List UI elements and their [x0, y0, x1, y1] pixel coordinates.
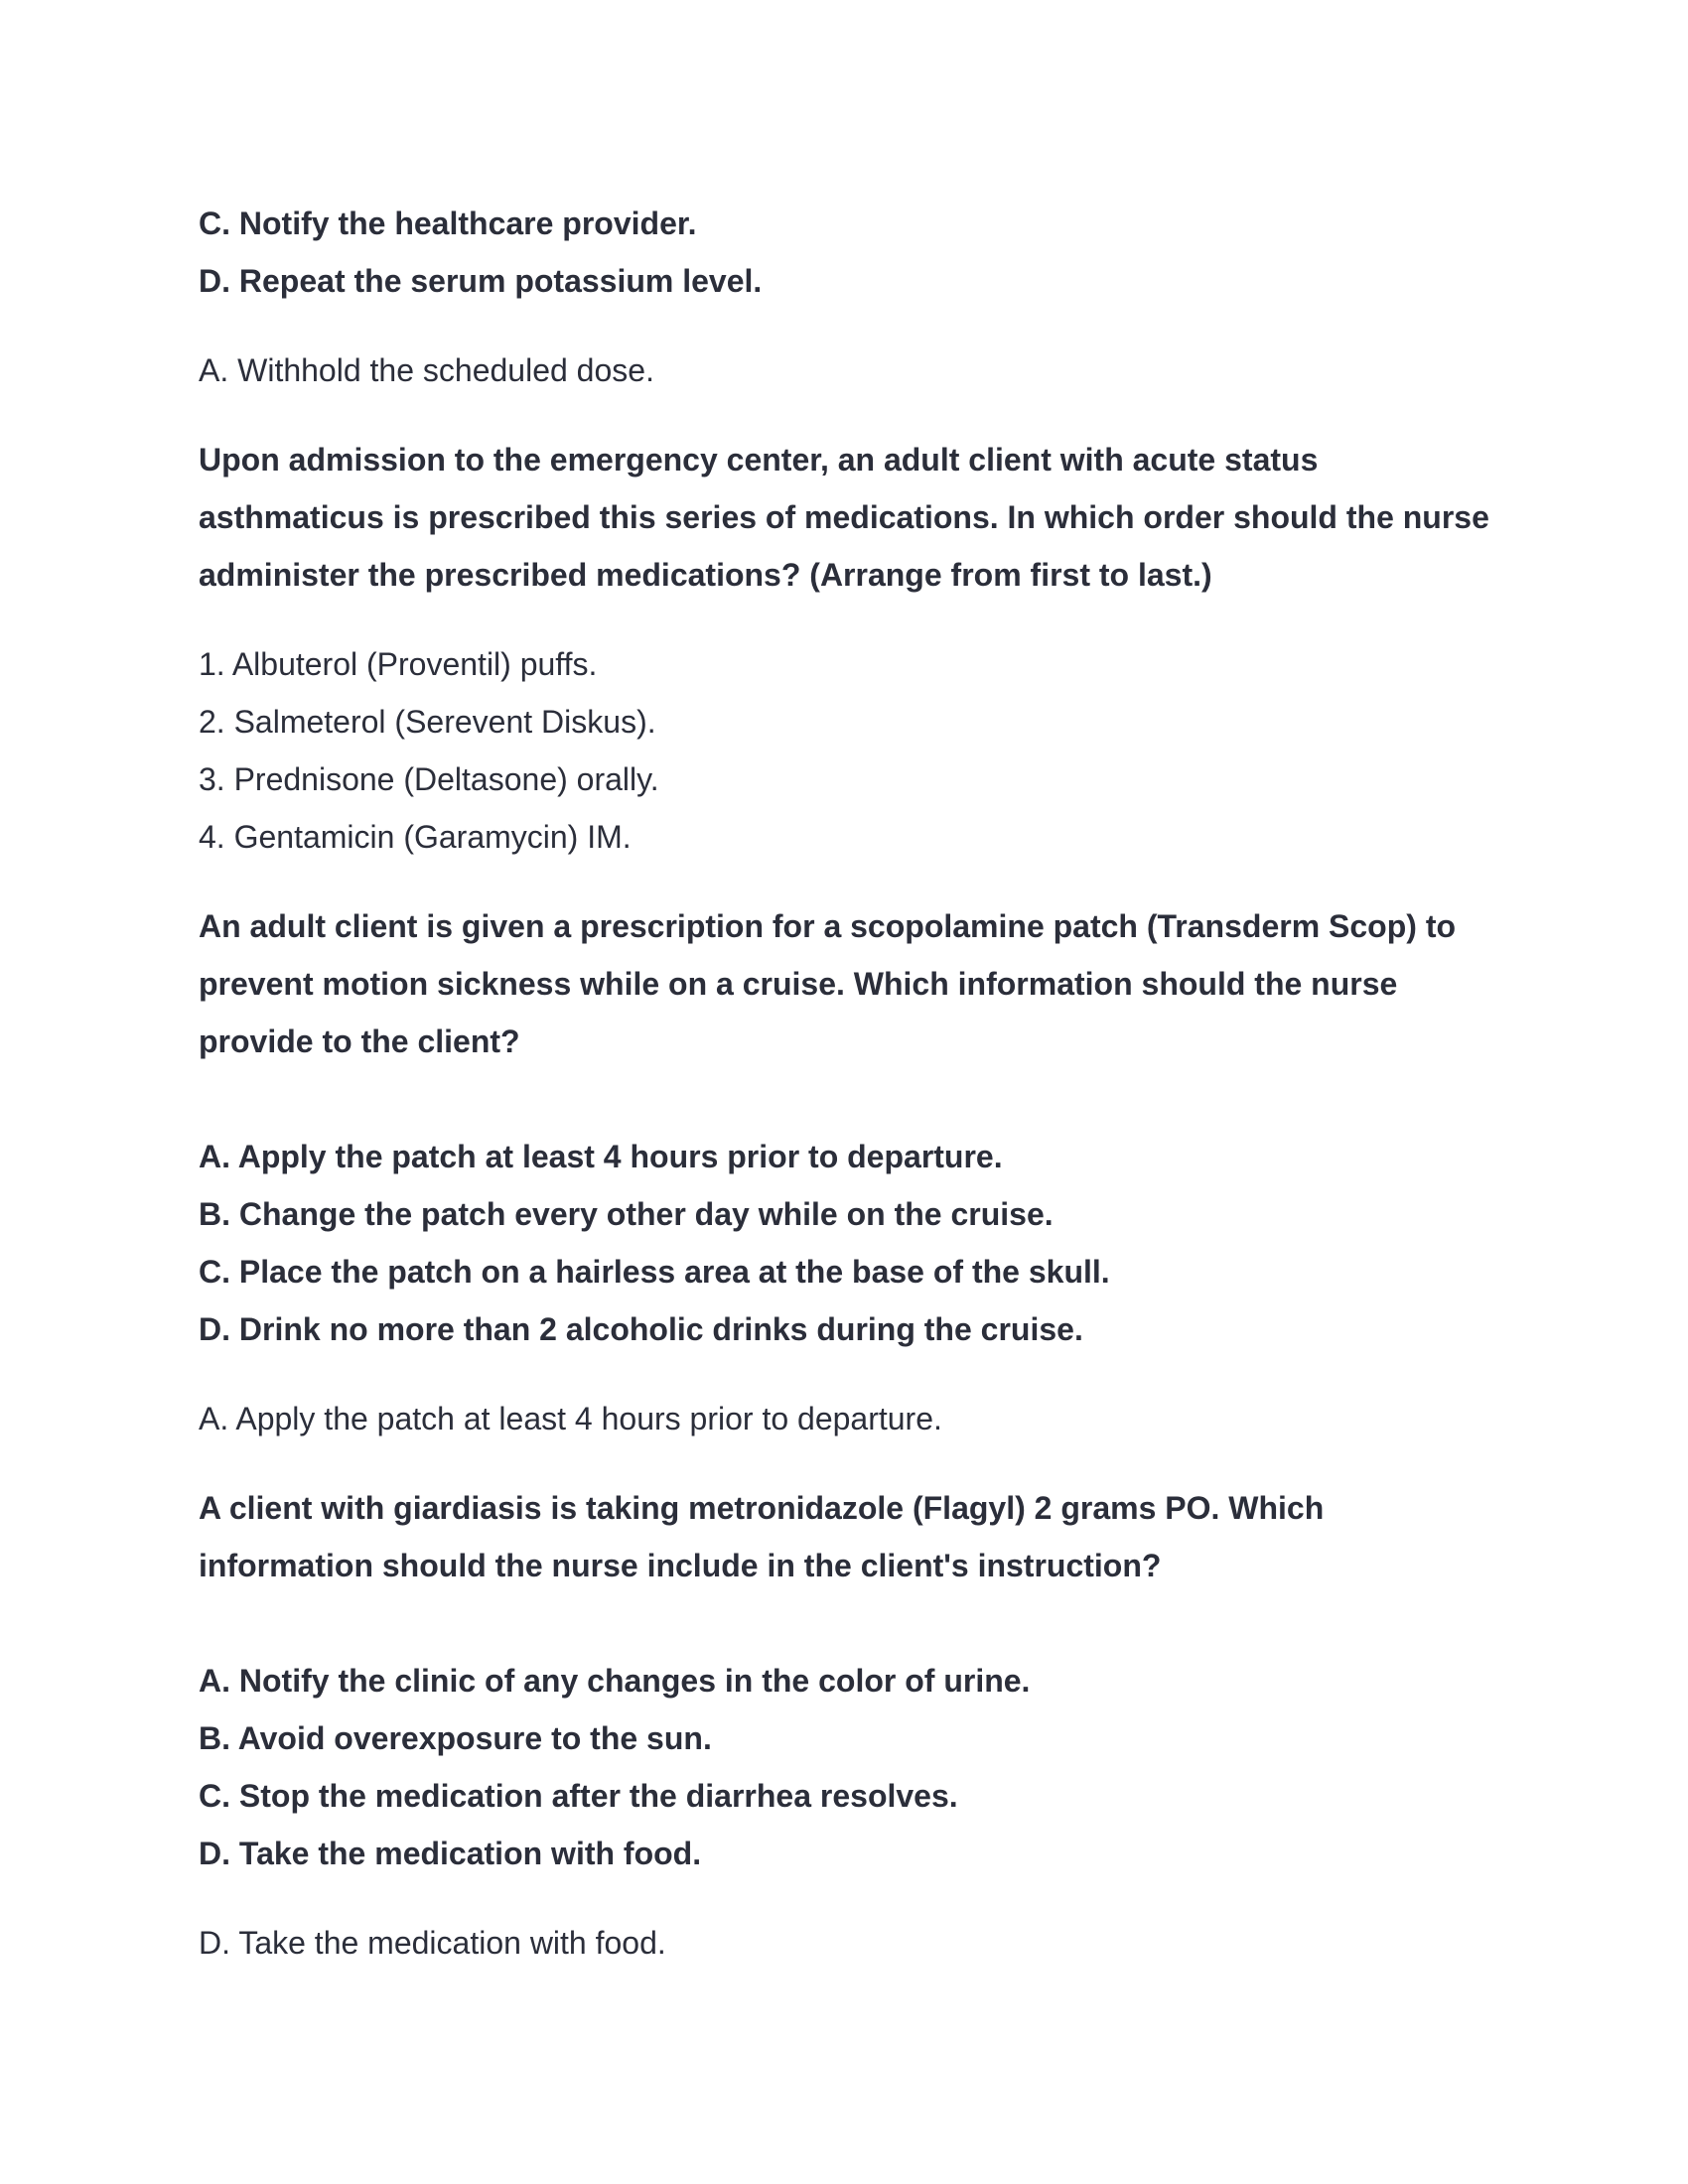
option-c: C. Place the patch on a hairless area at the base of the skull. — [199, 1254, 1110, 1290]
question-3-options — [199, 1128, 1509, 1358]
option-d: D. Drink no more than 2 alcoholic drinks during the cruise. — [199, 1311, 1083, 1347]
question-2-items — [199, 635, 1509, 866]
spacer — [199, 310, 1509, 341]
question-3-text: An adult client is given a prescription for a scopolamine patch (Transderm Scop) to prevent motion sickness while on a cruise. Which information should the nurse provide to the client? — [199, 908, 1457, 1059]
question-4-options — [199, 1652, 1509, 1882]
question-1-answer: A. Withhold the scheduled dose. — [199, 352, 654, 388]
question-2-text: Upon admission to the emergency center, an adult client with acute status asthmaticus is prescribed this series of medications. In which order should the nurse administer the prescribed medications? (Arrange from first to last.) — [199, 442, 1489, 593]
option-c: C. Notify the healthcare provider. — [199, 205, 697, 241]
option-d: D. Repeat the serum potassium level. — [199, 263, 763, 299]
question-1-options — [199, 195, 1509, 310]
spacer — [199, 1070, 1509, 1128]
spacer — [199, 1882, 1509, 1914]
option-a: A. Apply the patch at least 4 hours prior to departure. — [199, 1139, 1003, 1174]
question-4-answer: D. Take the medication with food. — [199, 1925, 666, 1961]
option-a: A. Notify the clinic of any changes in the color of urine. — [199, 1663, 1031, 1699]
list-item: 3. Prednisone (Deltasone) orally. — [199, 761, 659, 797]
spacer — [199, 866, 1509, 897]
list-item: 1. Albuterol (Proventil) puffs. — [199, 646, 598, 682]
document-page — [199, 195, 1509, 1972]
spacer — [199, 399, 1509, 431]
option-b: B. Avoid overexposure to the sun. — [199, 1720, 712, 1756]
spacer — [199, 604, 1509, 635]
list-item: 4. Gentamicin (Garamycin) IM. — [199, 819, 632, 855]
question-4-text: A client with giardiasis is taking metronidazole (Flagyl) 2 grams PO. Which information should the nurse include in the client's instruction? — [199, 1490, 1325, 1583]
list-item: 2. Salmeterol (Serevent Diskus). — [199, 704, 656, 740]
option-b: B. Change the patch every other day while on the cruise. — [199, 1196, 1054, 1232]
question-3-answer: A. Apply the patch at least 4 hours prior to departure. — [199, 1401, 942, 1436]
option-d: D. Take the medication with food. — [199, 1836, 702, 1871]
spacer — [199, 1594, 1509, 1652]
option-c: C. Stop the medication after the diarrhea resolves. — [199, 1778, 958, 1814]
spacer — [199, 1447, 1509, 1479]
spacer — [199, 1358, 1509, 1390]
